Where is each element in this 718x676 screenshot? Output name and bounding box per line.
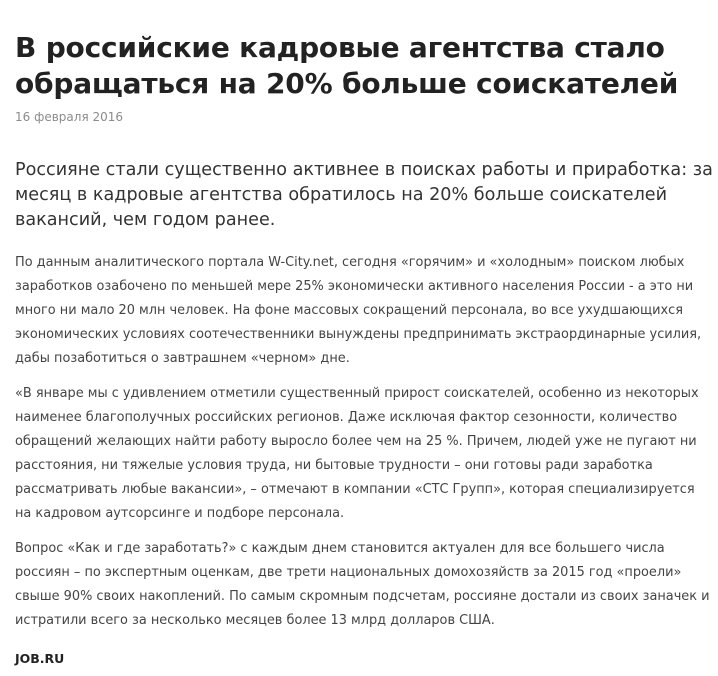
article-paragraph-2: «В январе мы с удивлением отметили существенный прирост соискателей, особенно из некоторых наименее благополучных российских регионов. Даже исключая фактор сезонности, количество обращений желающих найти работу выросло более чем на 25 %. Причем, людей уже не пугают ни расстояния, ни тяжелые условия труда, ни бытовые трудности – они готовы ради заработка рассматривать любые вакансии», – отмечают в компании «СТС Групп», которая специализируется на кадровом аутсорсинге и подборе персонала. (15, 386, 699, 521)
article-title: В российские кадровые агентства стало обращаться на 20% больше соискателей (15, 31, 679, 100)
article-paragraph-1: По данным аналитического портала W-City.net, сегодня «горячим» и «холодным» поиском любых заработков озабочено по меньшей мере 25% экономически активного населения России - а это ни много ни мало 20 млн человек. На фоне массовых сокращений персонала, во все ухудшающихся экономических условиях соотечественники вынуждены предпринимать экстраординарные усилия, дабы позаботиться о завтрашнем «черном» дне. (15, 255, 702, 366)
article-lead: Россияне стали существенно активнее в поисках работы и приработка: за месяц в кадровые агентства обратилось на 20% больше соискателей вакансий, чем годом ранее. (15, 160, 713, 230)
article-source: JOB.RU (15, 651, 65, 666)
article-paragraph-3: Вопрос «Как и где заработать?» с каждым днем становится актуален для все большего числа россиян – по экспертным оценкам, две трети национальных домохозяйств за 2015 год «проели» свыше 90% своих накоплений. По самым скромным подсчетам, россияне достали из своих заначек и истратили всего за несколько месяцев более 13 млрд долларов США. (15, 541, 710, 628)
article-date: 16 февраля 2016 (15, 110, 124, 124)
